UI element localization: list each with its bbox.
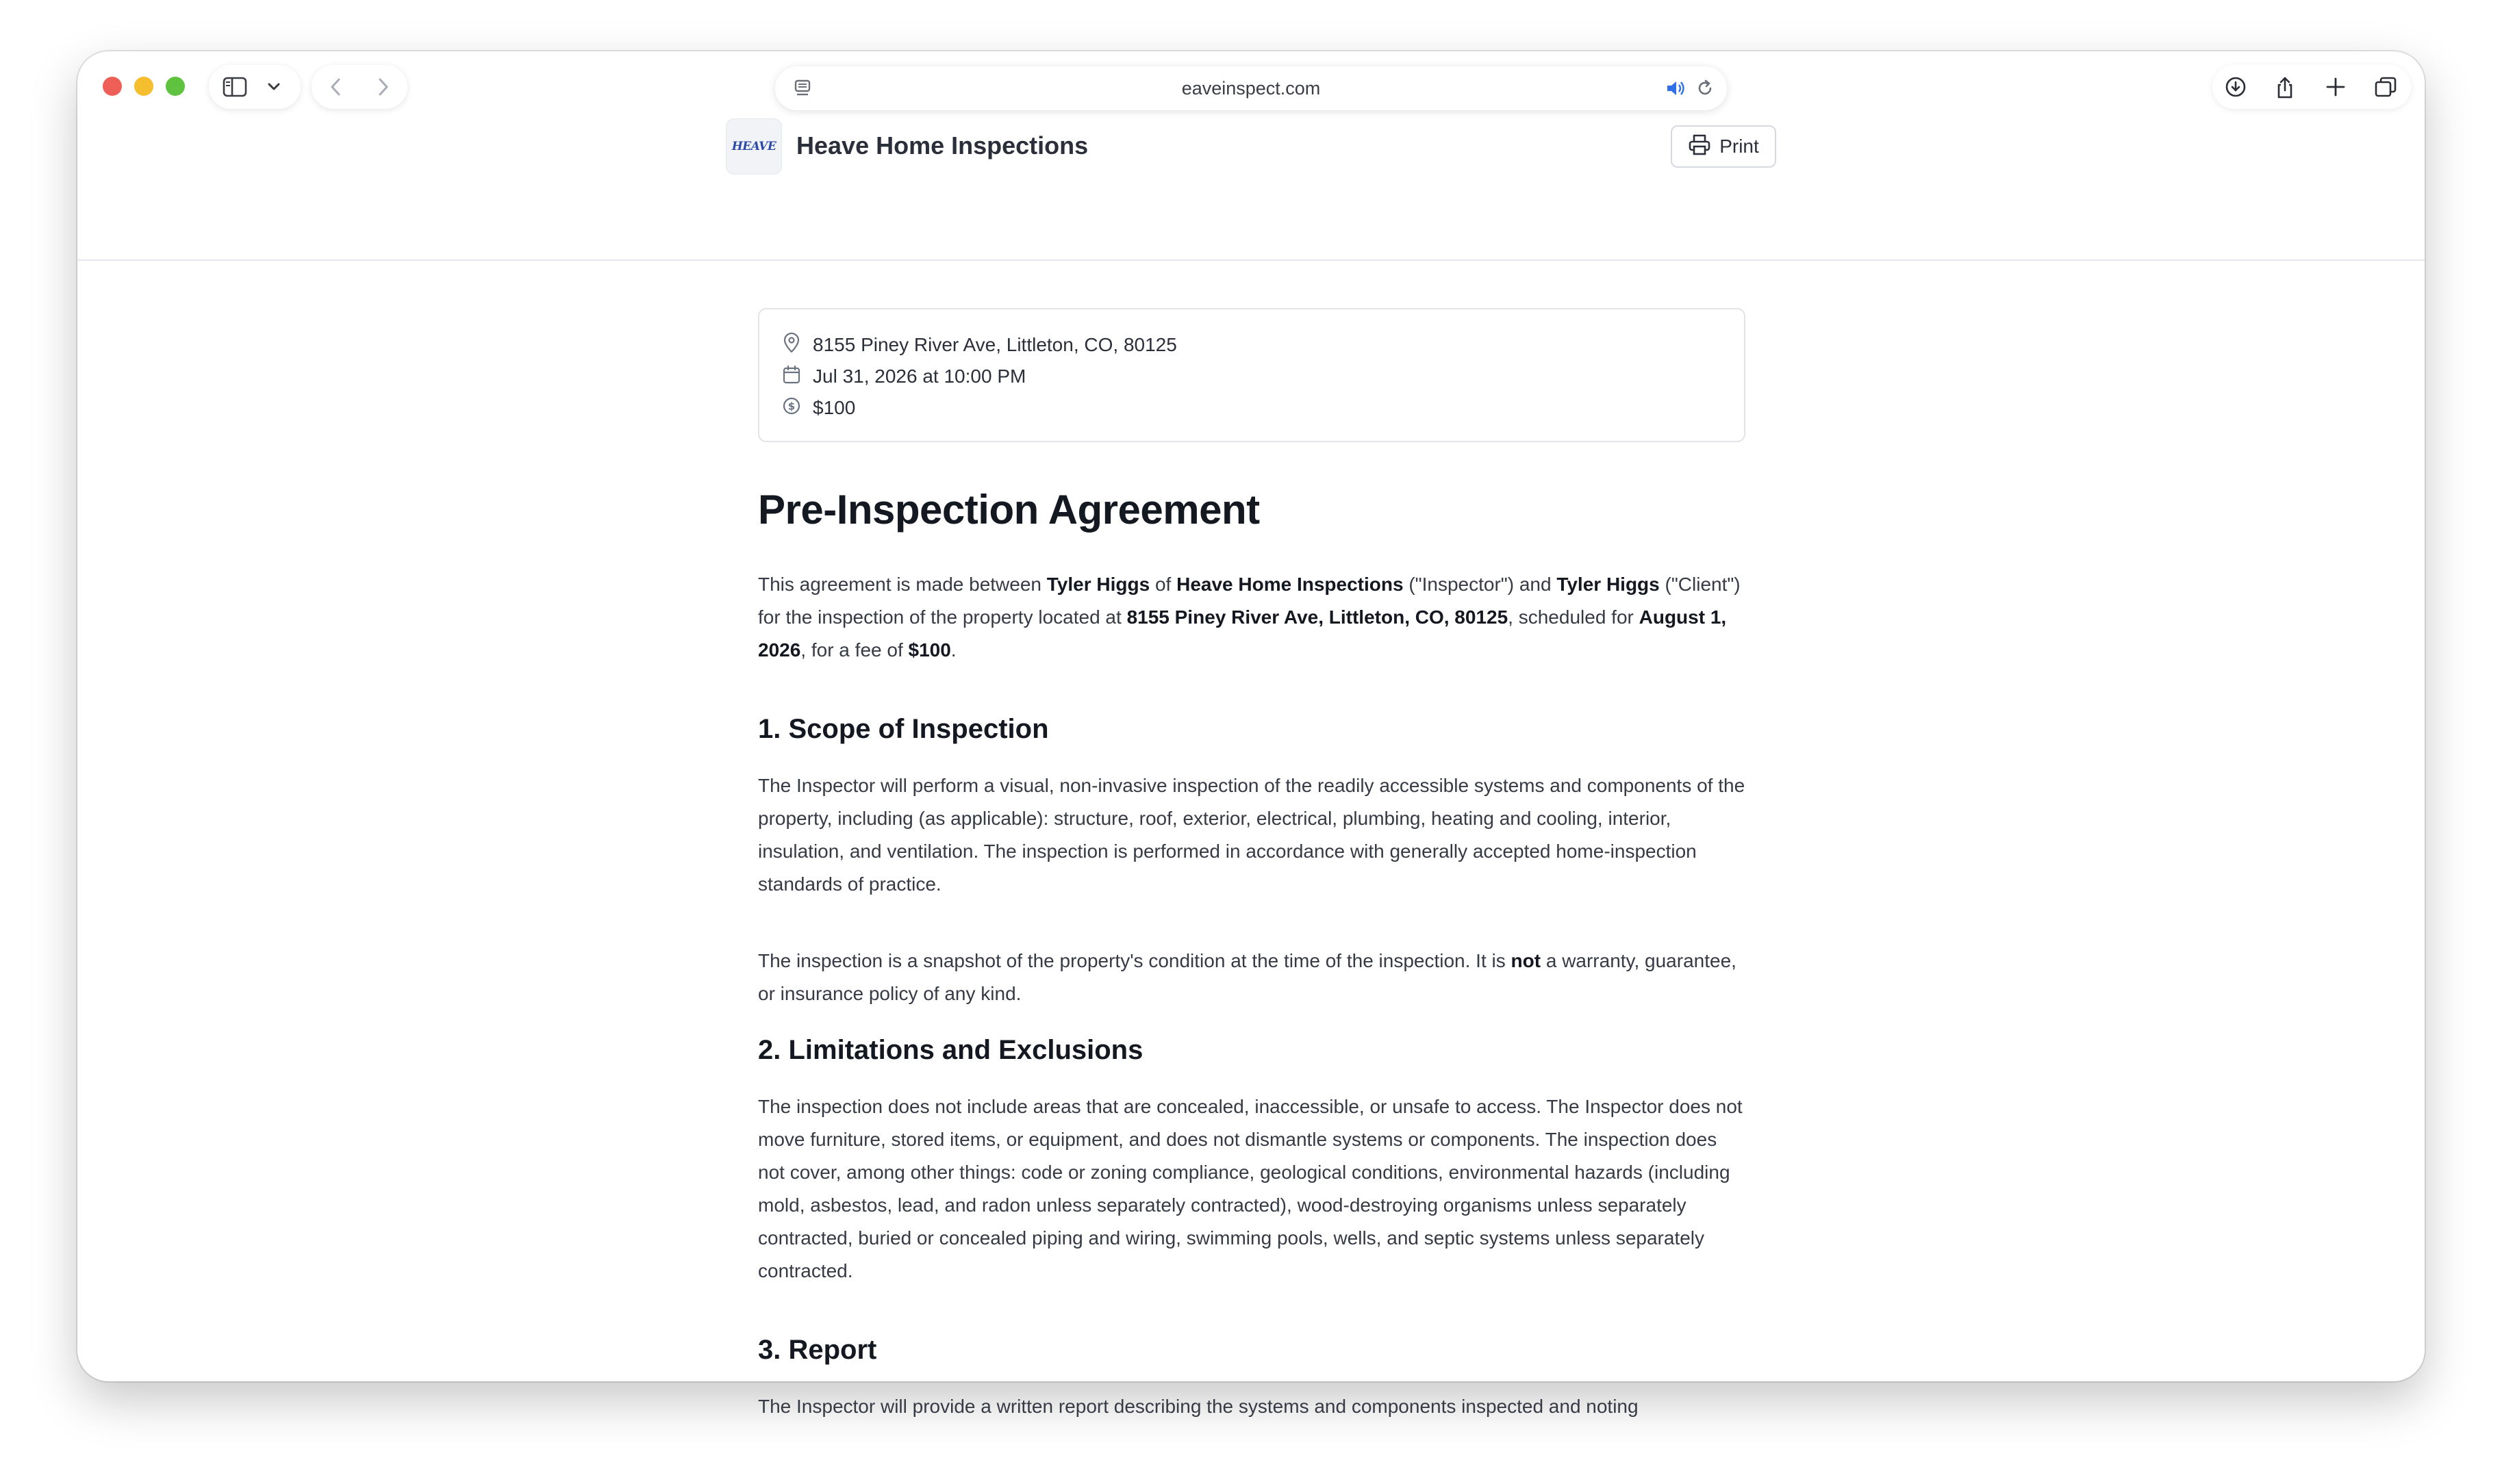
reload-icon[interactable] (1695, 79, 1715, 101)
snapshot-paragraph: The inspection is a snapshot of the property's condition at the time of the inspection. It is not a warranty, guarantee, or insurance policy of any kind. (758, 950, 1736, 1004)
address-bar[interactable] (775, 66, 1727, 110)
zoom-window-button[interactable] (166, 77, 185, 96)
inspector-name: Tyler Higgs (1046, 574, 1150, 595)
browser-toolbar (77, 51, 2425, 123)
speaker-icon[interactable] (1665, 79, 1687, 101)
scope-paragraph: The Inspector will perform a visual, non-invasive inspection of the readily accessible systems and components of the property, including (as applicable): structure, roof, exterior, electrical, plumbing, heating and cooling, interior, insulation, and ventilation. The inspection is performed in accordance with generally accepted home-inspection standards of practice. (758, 775, 1745, 895)
location-pin-icon (783, 333, 800, 358)
new-tab-icon[interactable] (2325, 76, 2347, 98)
calendar-icon (783, 365, 800, 389)
agreement-intro: This agreement is made between Tyler Higgs of Heave Home Inspections ("Inspector") and Tyler Higgs ("Client") for the inspection of the property located at 8155 Piney River Ave, Littleton, CO, 80125, scheduled for August 1, 2026, for a fee of $100. (758, 574, 1741, 661)
report-paragraph: The Inspector will provide a written report describing the systems and components inspected and noting (758, 1396, 1639, 1417)
printer-icon (1688, 133, 1711, 161)
back-icon[interactable] (328, 76, 344, 98)
scheduled-date: August 1, 2026 (758, 606, 1727, 661)
print-label: Print (1719, 136, 1759, 157)
agreement-title: Pre-Inspection Agreement (758, 487, 1260, 533)
tab-overview-icon[interactable] (2374, 76, 2396, 98)
share-icon[interactable] (2274, 76, 2296, 98)
client-name: Tyler Higgs (1556, 574, 1660, 595)
address-row (783, 331, 1177, 359)
sidebar-toggle-group (209, 65, 301, 109)
close-window-button[interactable] (103, 77, 122, 96)
chevron-down-icon[interactable] (266, 80, 281, 94)
section-heading-report: 3. Report (758, 1335, 877, 1365)
property-address: 8155 Piney River Ave, Littleton, CO, 80125 (1126, 606, 1508, 628)
sidebar-icon[interactable] (223, 76, 247, 98)
price-text: $100 (813, 397, 856, 418)
svg-text:$: $ (787, 400, 796, 412)
print-button[interactable] (1671, 125, 1776, 168)
section-heading-scope: 1. Scope of Inspection (758, 714, 1049, 744)
company-name[interactable]: Heave Home Inspections (796, 131, 1089, 159)
navigation-group (312, 65, 407, 109)
url-text[interactable]: eaveinspect.com (1181, 78, 1321, 99)
datetime-row (783, 363, 1026, 390)
dollar-circle-icon (783, 396, 800, 420)
forward-icon[interactable] (375, 76, 391, 98)
site-header (77, 123, 2425, 261)
datetime-text: Jul 31, 2026 at 10:00 PM (813, 366, 1026, 387)
company-logo[interactable]: HEAVE (726, 118, 782, 175)
download-icon[interactable] (2225, 76, 2247, 98)
limitations-paragraph: The inspection does not include areas that are concealed, inaccessible, or unsafe to access. The Inspector does not move furniture, stored items, or equipment, and does not dismantle systems or components. The inspection does not cover, among other things: code or zoning compliance, geological conditions, environmental hazards (including mold, asbestos, lead, and radon unless separately contracted), wood-destroying organisms unless separately contracted, buried or concealed piping and wiring, swimming pools, wells, and septic systems unless separately contracted. (758, 1096, 1743, 1281)
section-heading-limitations: 2. Limitations and Exclusions (758, 1035, 1143, 1065)
price-row (783, 394, 855, 422)
inspection-fee: $100 (908, 639, 951, 661)
browser-window (77, 51, 2425, 1417)
toolbar-actions (2212, 65, 2411, 109)
inspection-details-card (758, 308, 1745, 442)
company-name-inline: Heave Home Inspections (1176, 574, 1404, 595)
address-text: 8155 Piney River Ave, Littleton, CO, 80125 (813, 334, 1177, 355)
minimize-window-button[interactable] (134, 77, 153, 96)
